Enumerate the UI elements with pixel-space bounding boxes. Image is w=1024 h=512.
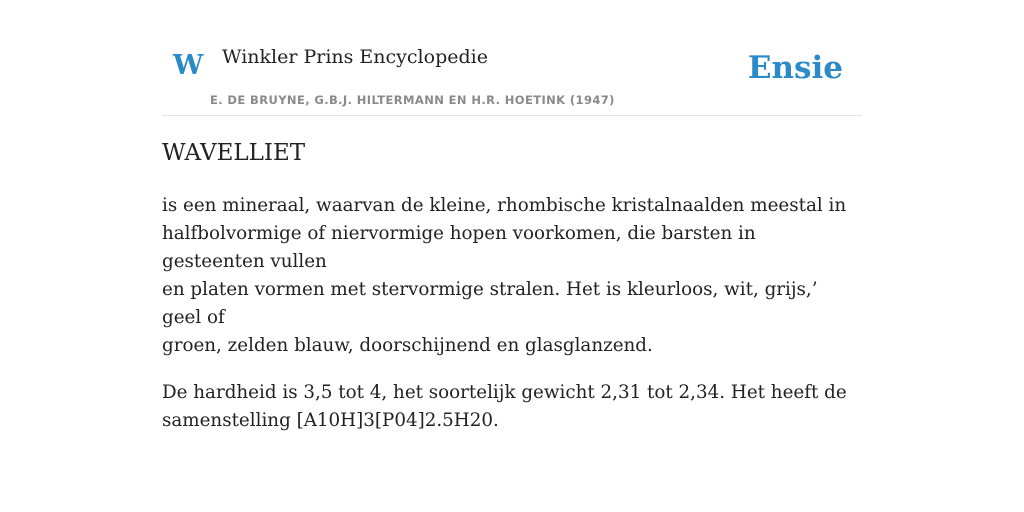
- ensie-brand-link[interactable]: Ensie: [747, 50, 843, 86]
- source-title[interactable]: Winkler Prins Encyclopedie: [222, 46, 488, 68]
- winkler-prins-logo-icon[interactable]: W: [173, 50, 204, 81]
- entry-title: WAVELLIET: [162, 140, 306, 166]
- entry-paragraph: is een mineraal, waarvan de kleine, rhombische kristalnaalden meestal in halfbolvormige of niervormige hopen voorkomen, die barsten in gesteenten vullen en platen vormen met stervormige stralen. Het is kleurloos, wit, grijs,’ geel of groen, zelden blauw, doorschijnend en glasglanzend.: [162, 195, 847, 356]
- entry-body: [162, 192, 862, 454]
- source-authors: E. DE BRUYNE, G.B.J. HILTERMANN EN H.R. HOETINK (1947): [210, 93, 615, 107]
- source-header: [162, 40, 862, 116]
- entry-paragraph: De hardheid is 3,5 tot 4, het soortelijk gewicht 2,31 tot 2,34. Het heeft de samenstelling [A10H]3[P04]2.5H20.: [162, 382, 847, 431]
